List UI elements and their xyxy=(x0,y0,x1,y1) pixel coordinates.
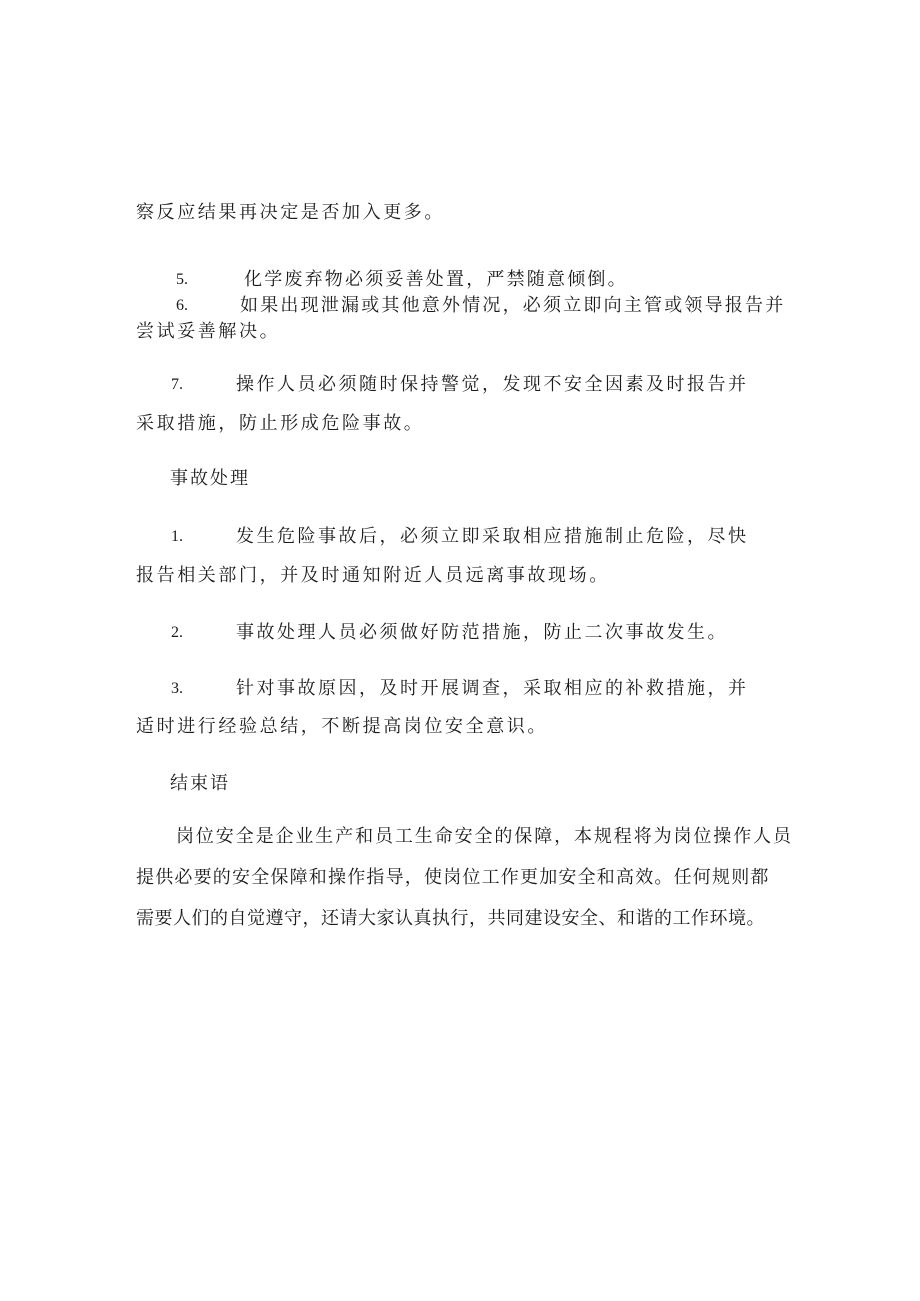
accident-2-number: 2. xyxy=(171,624,183,641)
accident-3-number: 3. xyxy=(171,680,183,697)
accident-1-text: 发生危险事故后，必须立即采取相应措施制止危险，尽快 xyxy=(236,526,749,547)
accident-3-text: 针对事故原因，及时开展调查，采取相应的补救措施，并 xyxy=(236,678,749,699)
item-7-continuation: 采取措施，防止形成危险事故。 xyxy=(136,413,425,434)
item-5-number: 5. xyxy=(176,271,188,288)
item-6-continuation: 尝试妥善解决。 xyxy=(136,321,281,342)
heading-accident-handling: 事故处理 xyxy=(170,468,250,489)
item-7-number: 7. xyxy=(171,376,183,393)
accident-2-text: 事故处理人员必须做好防范措施，防止二次事故发生。 xyxy=(236,622,728,643)
heading-conclusion: 结束语 xyxy=(170,773,230,794)
item-7-text: 操作人员必须随时保持警觉，发现不安全因素及时报告并 xyxy=(236,374,749,395)
conclusion-line-2: 提供必要的安全保障和操作指导，使岗位工作更加安全和高效。任何规则都 xyxy=(136,867,770,888)
continuation-line: 察反应结果再决定是否加入更多。 xyxy=(136,202,445,223)
item-5-text: 化学废弃物必须妥善处置，严禁随意倾倒。 xyxy=(244,269,628,290)
item-6-number: 6. xyxy=(176,297,188,314)
item-6-text: 如果出现泄漏或其他意外情况，必须立即向主管或领导报告并 xyxy=(240,295,786,316)
conclusion-line-3: 需要人们的自觉遵守，还请大家认真执行，共同建设安全、和谐的工作环境。 xyxy=(136,908,765,929)
conclusion-line-1: 岗位安全是企业生产和员工生命安全的保障，本规程将为岗位操作人员 xyxy=(176,826,793,847)
accident-1-continuation: 报告相关部门，并及时通知附近人员远离事故现场。 xyxy=(136,565,610,586)
accident-3-continuation: 适时进行经验总结，不断提高岗位安全意识。 xyxy=(136,716,548,737)
accident-1-number: 1. xyxy=(171,528,183,545)
